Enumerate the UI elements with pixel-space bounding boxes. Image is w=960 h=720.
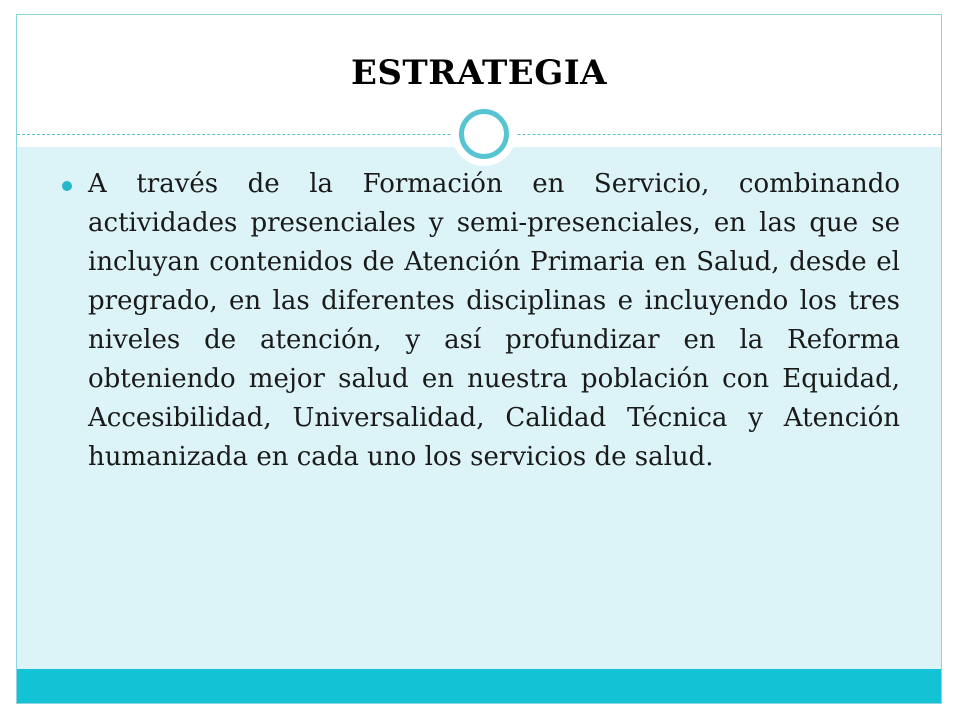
bottom-accent-bar — [17, 669, 941, 703]
slide-frame — [16, 14, 942, 704]
bullet-list — [62, 165, 900, 477]
ring-icon — [459, 109, 509, 159]
bullet-text: A través de la Formación en Servicio, combinando actividades presenciales y semi-presenciales, en las que se incluyan contenidos de Atención Primaria en Salud, desde el pregrado, en las diferentes disciplinas e incluyendo los tres niveles de atención, y así profundizar en la Reforma obteniendo mejor salud en nuestra población con Equidad, Accesibilidad, Universalidad, Calidad Técnica y Atención humanizada en cada uno los servicios de salud. — [88, 169, 900, 472]
bullet-dot-icon — [62, 181, 72, 191]
slide-title: ESTRATEGIA — [350, 53, 608, 93]
bullet-item — [62, 165, 900, 477]
